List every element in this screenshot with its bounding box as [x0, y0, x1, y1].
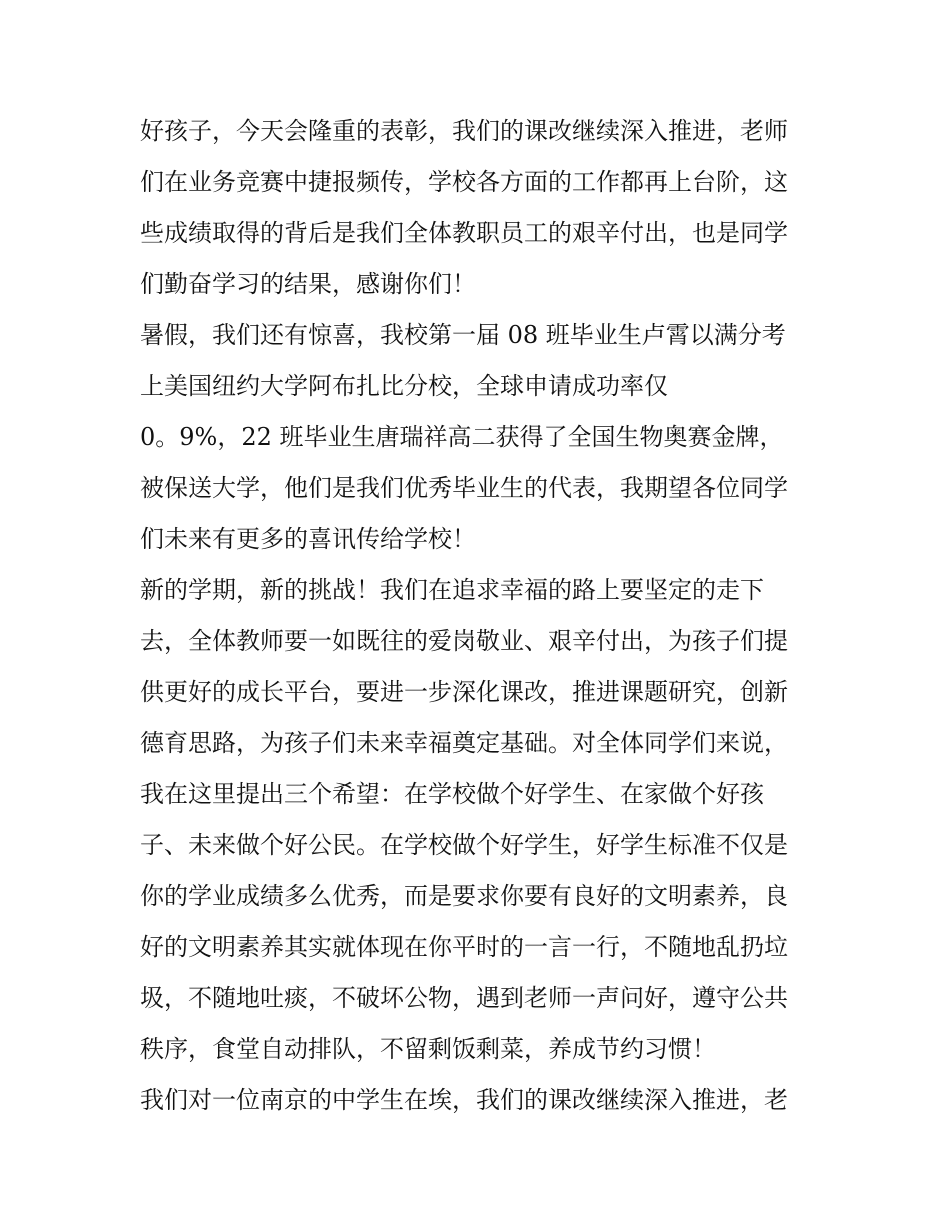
text-line: 上美国纽约大学阿布扎比分校，全球申请成功率仅	[140, 372, 668, 400]
text-line: 去，全体教师要一如既往的爱岗敬业、艰辛付出，为孩子们提	[140, 627, 788, 655]
text-line: 们未来有更多的喜讯传给学校！	[140, 525, 476, 553]
text-line: 圾，不随地吐痰，不破坏公物，遇到老师一声问好，遵守公共	[140, 984, 788, 1012]
text-line: 我们对一位南京的中学生在埃，我们的课改继续深入推进，老	[140, 1086, 788, 1114]
text-line: 们在业务竞赛中捷报频传，学校各方面的工作都再上台阶，这	[140, 168, 788, 196]
text-line: 被保送大学，他们是我们优秀毕业生的代表，我期望各位同学	[140, 474, 788, 502]
text-line: 0。9%，22 班毕业生唐瑞祥高二获得了全国生物奥赛金牌，	[140, 423, 784, 451]
text-line: 们勤奋学习的结果，感谢你们！	[140, 270, 476, 298]
text-line: 你的学业成绩多么优秀，而是要求你要有良好的文明素养，良	[140, 882, 788, 910]
text-line: 德育思路，为孩子们未来幸福奠定基础。对全体同学们来说，	[140, 729, 788, 757]
text-line: 好的文明素养其实就体现在你平时的一言一行，不随地乱扔垃	[140, 933, 788, 961]
text-line: 暑假，我们还有惊喜，我校第一届 08 班毕业生卢霄以满分考	[140, 321, 786, 349]
text-line: 我在这里提出三个希望：在学校做个好学生、在家做个好孩	[140, 780, 764, 808]
text-line: 好孩子，今天会隆重的表彰，我们的课改继续深入推进，老师	[140, 117, 788, 145]
text-line: 子、未来做个好公民。在学校做个好学生，好学生标准不仅是	[140, 831, 788, 859]
text-line: 些成绩取得的背后是我们全体教职员工的艰辛付出，也是同学	[140, 219, 788, 247]
text-line: 秩序，食堂自动排队，不留剩饭剩菜，养成节约习惯！	[140, 1035, 716, 1063]
document-body-text	[140, 106, 820, 1126]
text-line: 供更好的成长平台，要进一步深化课改，推进课题研究，创新	[140, 678, 788, 706]
text-line: 新的学期，新的挑战！我们在追求幸福的路上要坚定的走下	[140, 576, 764, 604]
